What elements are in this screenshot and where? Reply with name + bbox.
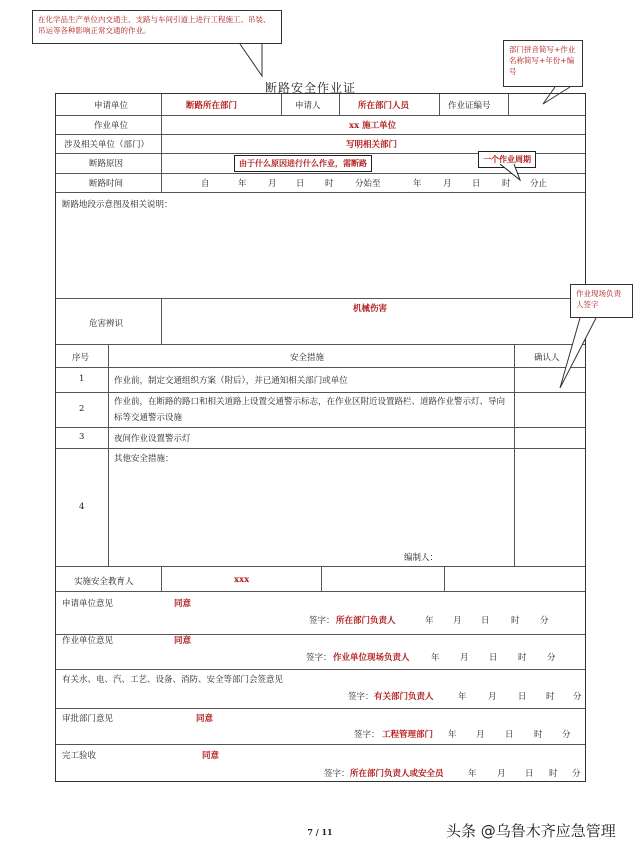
opinion-3-sign-label: 签字： — [348, 692, 374, 702]
measure-1-no: 1 — [79, 374, 85, 384]
opinion-5-minute: 分 — [572, 769, 581, 779]
opinion-4-day: 日 — [505, 730, 514, 740]
time-unit-day-1: 日 — [296, 179, 305, 189]
measure-2-no: 2 — [79, 404, 85, 414]
opinion-1-day: 日 — [481, 616, 490, 626]
opinion-1-sign-label: 签字： — [309, 616, 335, 626]
time-unit-month-2: 月 — [443, 179, 452, 189]
opinion-1-minute: 分 — [540, 616, 549, 626]
callout-cert-number-text: 部门拼音简写+作业名称简写+年份+编号 — [509, 45, 576, 76]
opinion-1-label: 申请单位意见 — [62, 599, 114, 609]
opinion-4-label: 审批部门意见 — [62, 714, 114, 724]
opinion-5-sign-label: 签字： — [324, 769, 350, 779]
opinion-4-month: 月 — [476, 730, 485, 740]
cert-number-label: 作业证编号 — [448, 101, 491, 111]
road-closure-permit-form — [55, 93, 586, 782]
opinion-5-label: 完工验收 — [62, 751, 97, 761]
opinion-1-agree: 同意 — [174, 599, 192, 609]
time-unit-year-2: 年 — [413, 179, 422, 189]
opinion-2-agree: 同意 — [174, 636, 192, 646]
opinion-2-year: 年 — [431, 653, 440, 663]
opinion-4-year: 年 — [448, 730, 457, 740]
measures-col-no: 序号 — [72, 353, 90, 363]
opinion-1-year: 年 — [425, 616, 434, 626]
time-unit-minute-start: 分始至 — [355, 179, 381, 189]
callout-site-supervisor — [570, 284, 633, 318]
opinion-5-hour: 时 — [549, 769, 558, 779]
time-unit-hour-2: 时 — [502, 179, 511, 189]
opinion-5-signer: 所在部门负责人或安全员 — [350, 769, 444, 779]
opinion-3-signer: 有关部门负责人 — [374, 692, 434, 702]
opinion-4-sign-label: 签字： — [354, 730, 380, 740]
applicant-label: 申请人 — [295, 101, 321, 111]
callout-supervisor-pointer — [550, 316, 610, 396]
opinion-5-day: 日 — [525, 769, 534, 779]
opinion-5-agree: 同意 — [202, 751, 220, 761]
opinion-1-month: 月 — [453, 616, 462, 626]
opinion-2-day: 日 — [489, 653, 498, 663]
applicant-unit-label: 申请单位 — [94, 101, 129, 111]
opinion-5-year: 年 — [468, 769, 477, 779]
opinion-2-minute: 分 — [547, 653, 556, 663]
time-unit-day-2: 日 — [472, 179, 481, 189]
opinion-4-signer: 工程管理部门 — [382, 730, 434, 740]
opinion-4-agree: 同意 — [196, 714, 214, 724]
opinion-3-hour: 时 — [546, 692, 555, 702]
opinion-2-sign-label: 签字： — [306, 653, 332, 663]
measure-3-no: 3 — [79, 432, 85, 442]
closure-reason-label: 断路原因 — [89, 159, 124, 169]
opinion-5-month: 月 — [497, 769, 506, 779]
opinion-1-hour: 时 — [511, 616, 520, 626]
opinion-3-label: 有关水、电、汽、工艺、设备、消防、安全等部门会签意见 — [62, 675, 284, 685]
opinion-3-month: 月 — [488, 692, 497, 702]
callout-site-supervisor-text: 作业现场负责人签字 — [576, 289, 621, 309]
time-unit-year-1: 年 — [238, 179, 247, 189]
opinion-1-signer: 所在部门负责人 — [336, 616, 396, 626]
opinion-3-minute: 分 — [573, 692, 582, 702]
measure-4-text: 其他安全措施： — [114, 454, 174, 464]
time-unit-from: 自 — [201, 179, 210, 189]
measure-1-text: 作业前，制定交通组织方案（附后），并已通知相关部门或单位 — [114, 376, 348, 386]
measure-4-compiler: 编制人： — [404, 553, 439, 563]
form-title: 断路安全作业证 — [265, 81, 357, 95]
callout-work-period-text: 一个作业周期 — [483, 154, 531, 164]
time-unit-hour-1: 时 — [325, 179, 334, 189]
measure-2-text: 作业前，在断路的路口和相关道路上设置交通警示标志，在作业区附近设置路栏、道路作业警示灯、导向标等交通警示设施 — [114, 397, 506, 423]
hazard-value: 机械伤害 — [353, 304, 388, 314]
callout-scope-text: 在化学品生产单位内交通主、支路与车间引道上进行工程施工、吊装、吊运等各种影响正常交通的作业。 — [38, 15, 271, 35]
applicant-unit-value: 断路所在部门 — [186, 101, 238, 111]
opinion-2-label: 作业单位意见 — [62, 636, 114, 646]
education-value: xxx — [234, 575, 250, 585]
education-label: 实施安全教育人 — [74, 577, 134, 587]
opinion-2-signer: 作业单位现场负责人 — [333, 653, 410, 663]
watermark: 头条 @乌鲁木齐应急管理 — [446, 822, 616, 840]
work-unit-label: 作业单位 — [94, 121, 129, 131]
applicant-value: 所在部门人员 — [358, 101, 410, 111]
measure-4-no: 4 — [79, 502, 85, 512]
opinion-3-year: 年 — [458, 692, 467, 702]
opinion-2-hour: 时 — [518, 653, 527, 663]
opinion-4-minute: 分 — [562, 730, 571, 740]
opinion-4-hour: 时 — [534, 730, 543, 740]
hazard-label: 危害辨识 — [89, 319, 124, 329]
related-units-label: 涉及相关单位（部门） — [64, 140, 150, 150]
measures-col-confirm: 确认人 — [534, 353, 560, 363]
opinion-3-day: 日 — [518, 692, 527, 702]
closure-time-label: 断路时间 — [89, 179, 124, 189]
time-unit-month-1: 月 — [268, 179, 277, 189]
related-units-value: 写明相关部门 — [346, 140, 398, 150]
measure-3-text: 夜间作业设置警示灯 — [114, 434, 191, 444]
diagram-label: 断路地段示意图及相关说明： — [62, 200, 173, 210]
work-unit-value: xx 施工单位 — [349, 121, 397, 131]
measures-col-measure: 安全措施 — [290, 353, 325, 363]
page-number: 7 / 11 — [307, 827, 333, 837]
closure-reason-value: 由于什么原因进行什么作业，需断路 — [234, 155, 372, 172]
opinion-2-month: 月 — [460, 653, 469, 663]
time-unit-minute-end: 分止 — [530, 179, 548, 189]
